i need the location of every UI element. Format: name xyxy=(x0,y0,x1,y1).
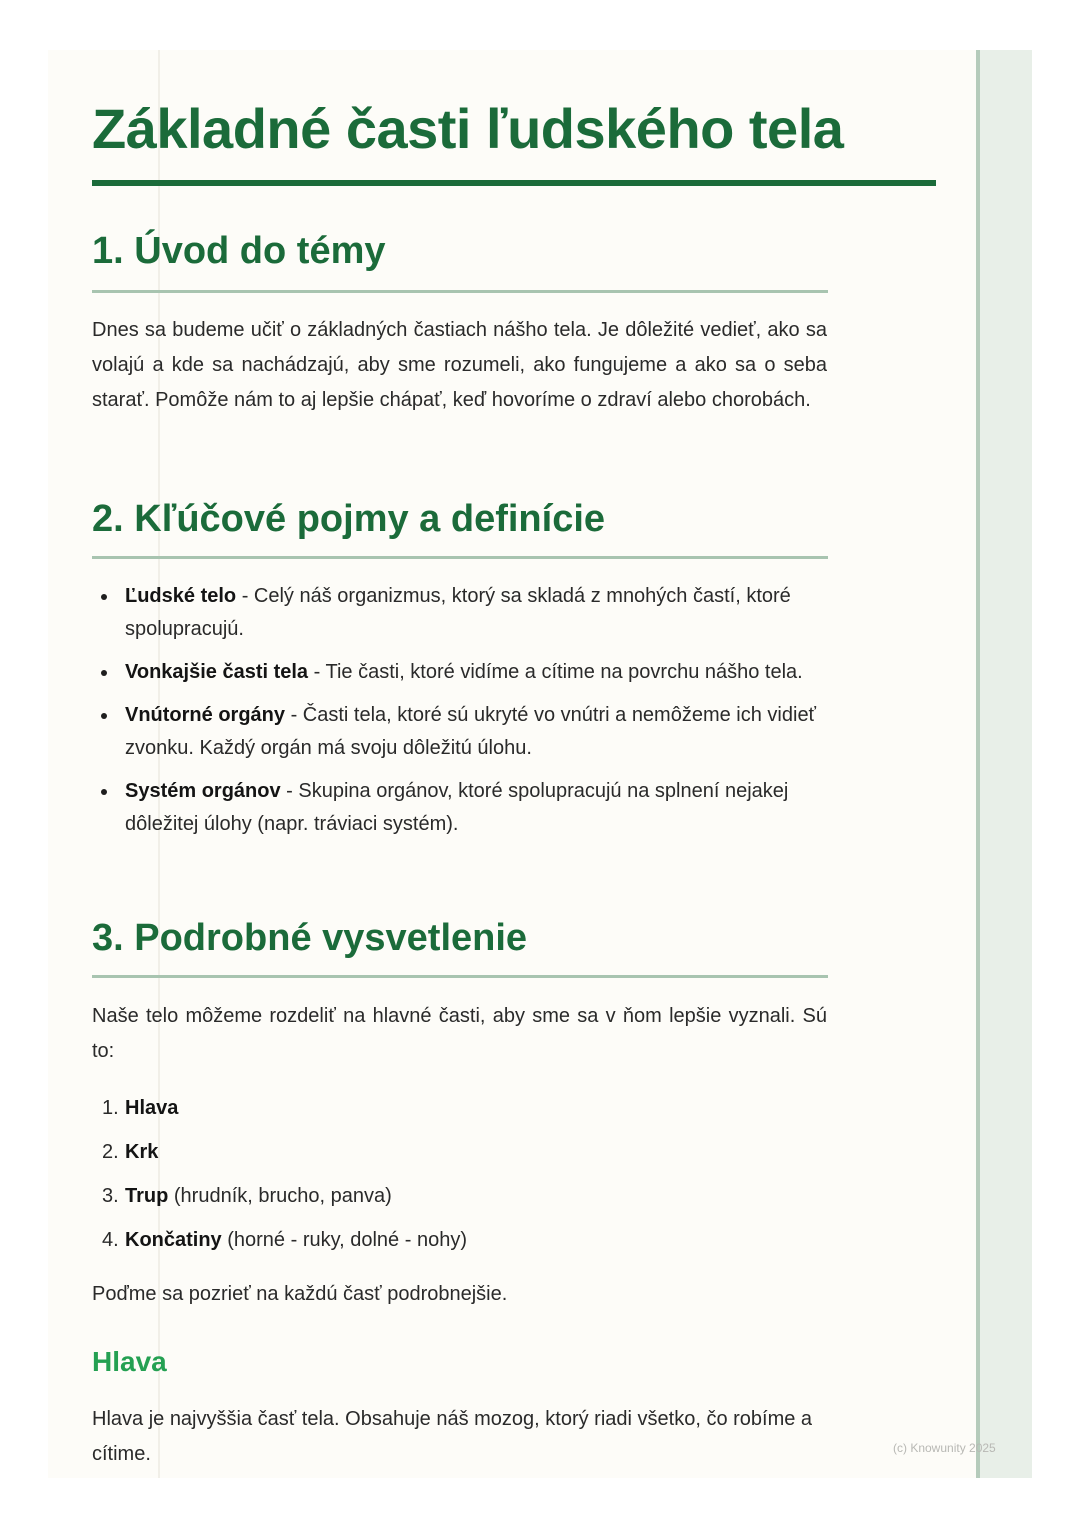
definition-term: Systém orgánov xyxy=(125,780,281,802)
intro-paragraph: Dnes sa budeme učiť o základných častiach nášho tela. Je dôležité vedieť, ako sa volajú a kde sa nachádzajú, aby sme rozumeli, ako fungujeme a ako sa o seba starať. Pomôže nám to aj lepšie chápať, keď hovoríme o zdraví alebo chorobách. xyxy=(92,319,827,411)
definition-text: - Tie časti, ktoré vidíme a cítime na povrchu nášho tela. xyxy=(308,661,803,683)
list-number: 3. xyxy=(102,1185,119,1207)
body-part-term: Trup xyxy=(125,1185,169,1207)
title-divider xyxy=(92,180,936,186)
definition-item xyxy=(92,656,827,689)
body-part-item xyxy=(92,1184,467,1208)
section-heading-definitions: 2. Kľúčové pojmy a definície xyxy=(92,498,606,540)
bullet-icon xyxy=(101,713,107,719)
body-part-term: Hlava xyxy=(125,1097,179,1119)
list-number: 4. xyxy=(102,1229,119,1251)
explanation-intro: Naše telo môžeme rozdeliť na hlavné časti, aby sme sa v ňom lepšie vyznali. Sú to: xyxy=(92,1005,827,1062)
list-number: 2. xyxy=(102,1141,119,1163)
definition-term: Ľudské telo xyxy=(125,585,237,607)
bullet-icon xyxy=(101,670,107,676)
explanation-outro: Poďme sa pozrieť na každú časť podrobnejšie. xyxy=(92,1283,508,1305)
body-part-detail: (hrudník, brucho, panva) xyxy=(168,1185,392,1207)
page-title: Základné časti ľudského tela xyxy=(92,97,844,160)
body-part-item xyxy=(92,1140,467,1164)
section-divider xyxy=(92,290,828,293)
subsection-heading-head: Hlava xyxy=(92,1346,167,1377)
head-paragraph: Hlava je najvyššia časť tela. Obsahuje náš mozog, ktorý riadi všetko, čo robíme a cítime. xyxy=(92,1408,813,1465)
definition-item xyxy=(92,775,827,841)
definition-term: Vonkajšie časti tela xyxy=(125,661,309,683)
section-heading-intro: 1. Úvod do témy xyxy=(92,230,386,272)
definition-text: - Skupina orgánov, ktoré spolupracujú na splnení nejakej dôležitej úlohy (napr. tráviaci systém). xyxy=(125,780,789,835)
definition-item xyxy=(92,699,827,765)
definition-item xyxy=(92,580,827,646)
definition-text: - Časti tela, ktoré sú ukryté vo vnútri a nemôžeme ich vidieť zvonku. Každý orgán má svoju dôležitú úlohu. xyxy=(125,704,817,759)
definition-text: - Celý náš organizmus, ktorý sa skladá z mnohých častí, ktoré spolupracujú. xyxy=(125,585,791,640)
body-part-detail: (horné - ruky, dolné - nohy) xyxy=(221,1229,467,1251)
list-number: 1. xyxy=(102,1097,119,1119)
body-part-item xyxy=(92,1228,467,1252)
copyright-footer: (c) Knowunity 2025 xyxy=(893,1441,996,1455)
definitions-list xyxy=(92,580,827,851)
side-margin-strip xyxy=(976,50,1032,1478)
body-part-term: Končatiny xyxy=(125,1229,222,1251)
document-page xyxy=(48,50,976,1478)
section-heading-explanation: 3. Podrobné vysvetlenie xyxy=(92,917,528,959)
bullet-icon xyxy=(101,594,107,600)
body-parts-list xyxy=(92,1096,467,1272)
section-divider xyxy=(92,975,828,978)
body-part-term: Krk xyxy=(125,1141,159,1163)
bullet-icon xyxy=(101,789,107,795)
body-part-item xyxy=(92,1096,467,1120)
definition-term: Vnútorné orgány xyxy=(125,704,286,726)
section-divider xyxy=(92,556,828,559)
